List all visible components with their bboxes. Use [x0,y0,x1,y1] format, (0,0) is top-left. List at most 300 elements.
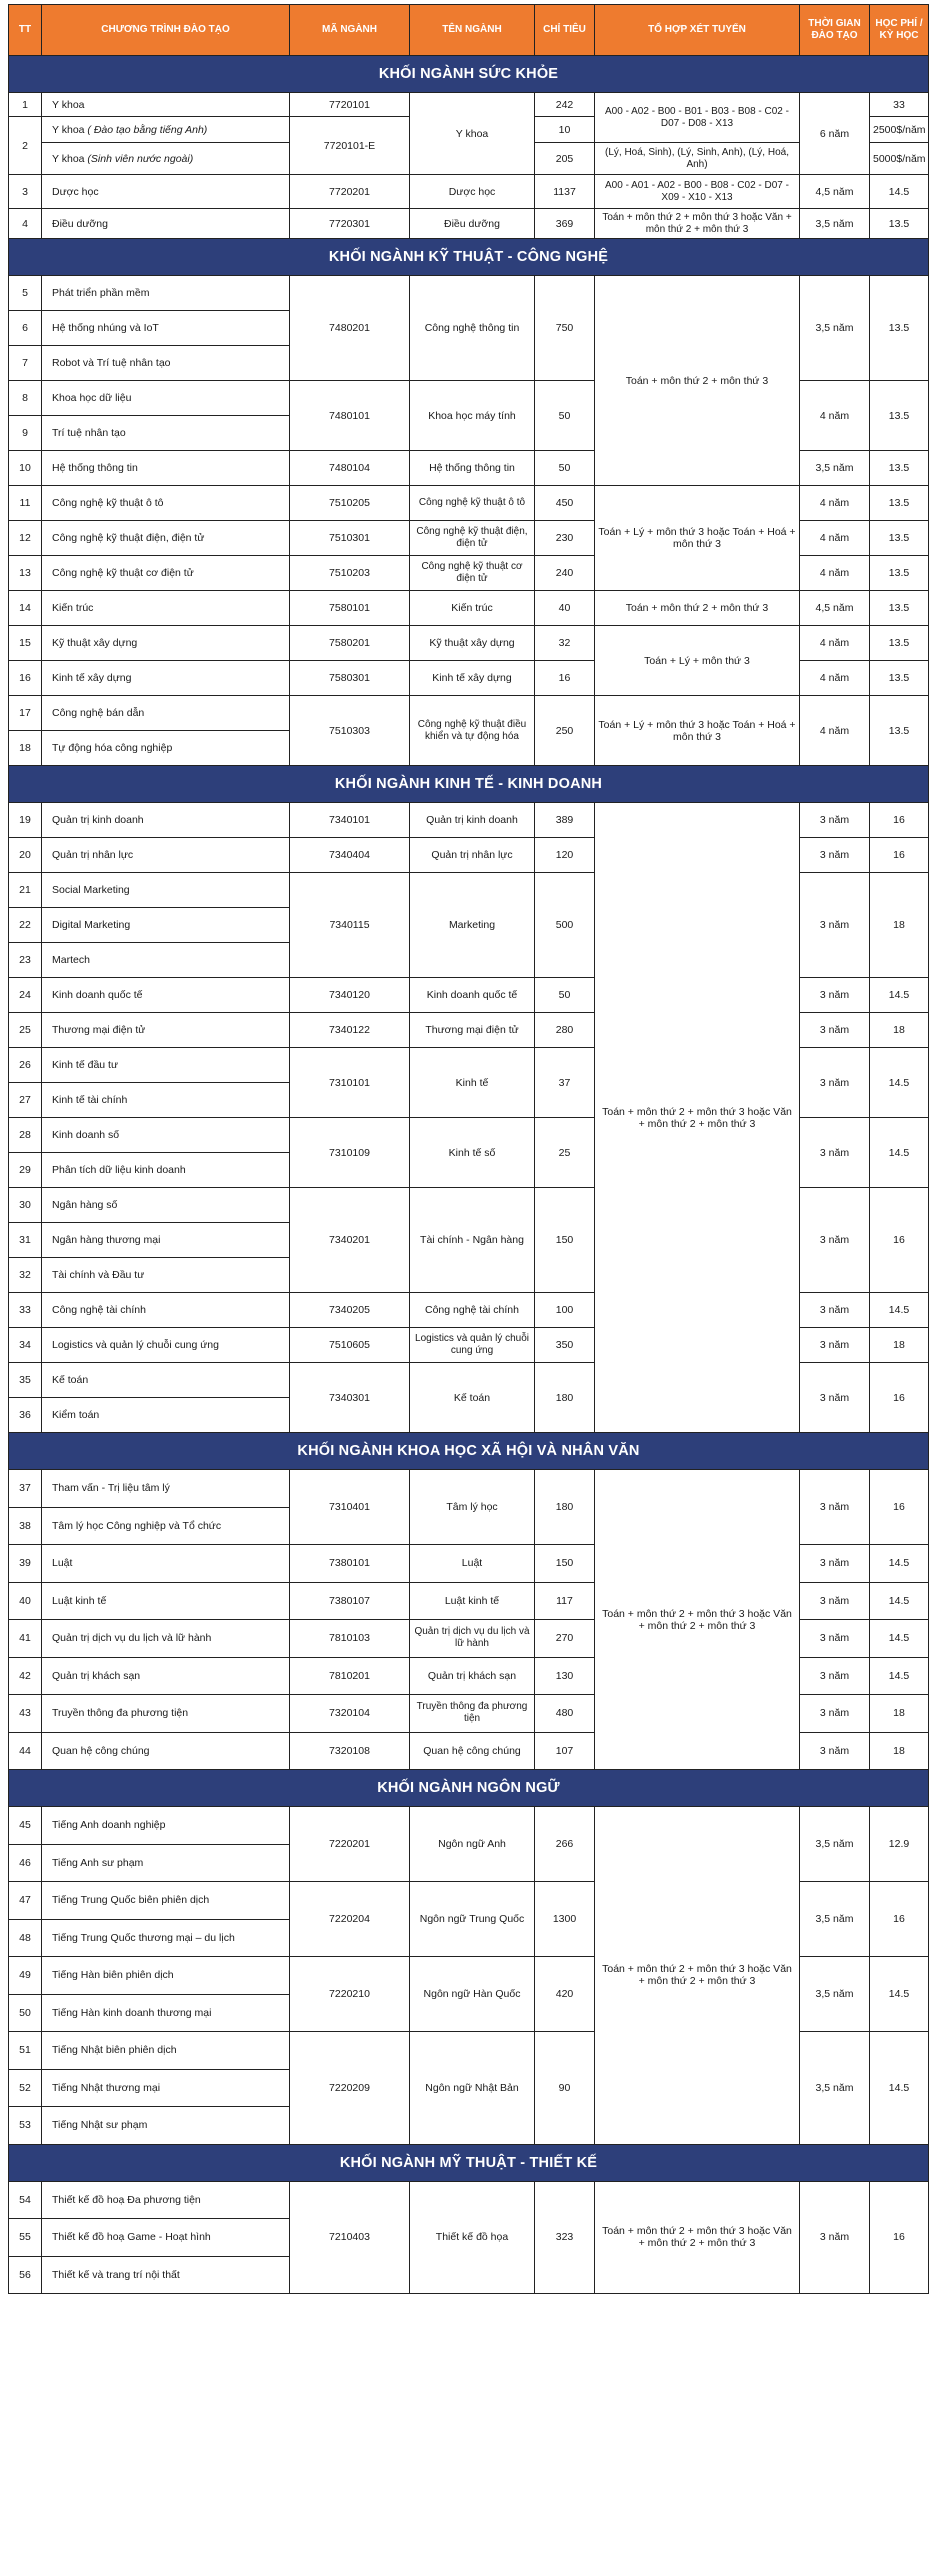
major-name: Quản trị nhân lực [410,838,535,873]
program-name: Digital Marketing [42,908,290,943]
quota: 266 [535,1807,595,1882]
tuition-fee: 14.5 [870,1118,929,1188]
major-name: Kinh tế xây dựng [410,661,535,696]
program-name: Social Marketing [42,873,290,908]
major-name: Logistics và quản lý chuỗi cung ứng [410,1328,535,1363]
quota: 10 [535,117,595,143]
program-name: Tiếng Hàn kinh doanh thương mại [42,1994,290,2032]
row-tt: 3 [9,175,42,209]
major-code: 7510301 [290,521,410,556]
combination: Toán + môn thứ 2 + môn thứ 3 hoặc Văn + môn thứ 2 + môn thứ 3 [595,1470,800,1770]
quota: 240 [535,556,595,591]
section-art-design [9,2144,929,2181]
row-tt: 53 [9,2107,42,2145]
tuition-fee: 13.5 [870,696,929,766]
major-name: Công nghệ tài chính [410,1293,535,1328]
program-name: Thiết kế đồ hoạ Đa phương tiện [42,2181,290,2219]
duration: 4 năm [800,556,870,591]
row-tt: 35 [9,1363,42,1398]
tuition-fee: 5000$/năm [870,143,929,175]
quota: 750 [535,276,595,381]
section-tech [9,239,929,276]
section-health [9,56,929,93]
tuition-fee: 13.5 [870,521,929,556]
table-row [9,2181,929,2219]
major-name: Luật kinh tế [410,1582,535,1620]
major-code: 7220209 [290,2032,410,2145]
row-tt: 45 [9,1807,42,1845]
program-name: Luật [42,1545,290,1583]
major-name: Kế toán [410,1363,535,1433]
header-quota: CHỈ TIÊU [535,5,595,56]
table-row [9,93,929,117]
header-tt: TT [9,5,42,56]
row-tt: 49 [9,1957,42,1995]
tuition-fee: 16 [870,1188,929,1293]
program-name: Phân tích dữ liệu kinh doanh [42,1153,290,1188]
program-name: Phát triển phần mềm [42,276,290,311]
duration: 6 năm [800,93,870,175]
quota: 205 [535,143,595,175]
quota: 369 [535,209,595,239]
major-name: Quản trị dịch vụ du lịch và lữ hành [410,1620,535,1658]
major-code: 7810103 [290,1620,410,1658]
tuition-fee: 16 [870,838,929,873]
major-code: 7340120 [290,978,410,1013]
row-tt: 32 [9,1258,42,1293]
header-row [9,5,929,56]
quota: 50 [535,381,595,451]
table-row [9,276,929,311]
program-name: Hệ thống nhúng và IoT [42,311,290,346]
quota: 270 [535,1620,595,1658]
major-code: 7480104 [290,451,410,486]
row-tt: 24 [9,978,42,1013]
row-tt: 2 [9,117,42,175]
duration: 3 năm [800,838,870,873]
program-name: Y khoa [42,93,290,117]
major-code: 7480101 [290,381,410,451]
table-row [9,696,929,731]
row-tt: 20 [9,838,42,873]
row-tt: 27 [9,1083,42,1118]
header-fee: HỌC PHÍ / KỲ HỌC [870,5,929,56]
tuition-fee: 14.5 [870,1582,929,1620]
quota: 130 [535,1657,595,1695]
major-code: 7220201 [290,1807,410,1882]
major-name: Kinh tế [410,1048,535,1118]
major-code: 7340201 [290,1188,410,1293]
duration: 4 năm [800,486,870,521]
program-name: Martech [42,943,290,978]
row-tt: 11 [9,486,42,521]
row-tt: 14 [9,591,42,626]
major-code: 7220204 [290,1882,410,1957]
duration: 3 năm [800,1470,870,1545]
section-languages [9,1770,929,1807]
major-name: Marketing [410,873,535,978]
program-name: Khoa học dữ liệu [42,381,290,416]
row-tt: 5 [9,276,42,311]
combination: Toán + môn thứ 2 + môn thứ 3 [595,276,800,486]
duration: 4,5 năm [800,591,870,626]
tuition-fee: 13.5 [870,556,929,591]
combination: Toán + môn thứ 2 + môn thứ 3 hoặc Văn + môn thứ 2 + môn thứ 3 [595,803,800,1433]
program-name: Kinh doanh số [42,1118,290,1153]
row-tt: 42 [9,1657,42,1695]
row-tt: 44 [9,1732,42,1770]
quota: 107 [535,1732,595,1770]
quota: 420 [535,1957,595,2032]
duration: 3,5 năm [800,1957,870,2032]
tuition-fee: 16 [870,1882,929,1957]
program-name: Dược học [42,175,290,209]
major-name: Kinh tế số [410,1118,535,1188]
tuition-fee: 18 [870,873,929,978]
duration: 3 năm [800,1657,870,1695]
major-code: 7380101 [290,1545,410,1583]
major-name: Công nghệ kỹ thuật ô tô [410,486,535,521]
section-title: KHỐI NGÀNH NGÔN NGỮ [9,1770,929,1807]
quota: 37 [535,1048,595,1118]
program-name: Kinh tế xây dựng [42,661,290,696]
major-name: Tâm lý học [410,1470,535,1545]
tuition-fee: 13.5 [870,276,929,381]
program-name: Quản trị nhân lực [42,838,290,873]
row-tt: 4 [9,209,42,239]
header-program: CHƯƠNG TRÌNH ĐÀO TẠO [42,5,290,56]
row-tt: 7 [9,346,42,381]
quota: 250 [535,696,595,766]
program-name: Quản trị khách sạn [42,1657,290,1695]
major-code: 7720101-E [290,117,410,175]
program-name: Kiểm toán [42,1398,290,1433]
duration: 3,5 năm [800,2032,870,2145]
major-name: Dược học [410,175,535,209]
tuition-fee: 13.5 [870,626,929,661]
quota: 100 [535,1293,595,1328]
combination: Toán + môn thứ 2 + môn thứ 3 [595,591,800,626]
duration: 3 năm [800,1620,870,1658]
tuition-fee: 18 [870,1013,929,1048]
quota: 50 [535,451,595,486]
program-name: Trí tuệ nhân tạo [42,416,290,451]
combination: A00 - A02 - B00 - B01 - B03 - B08 - C02 - D07 - D08 - X13 [595,93,800,143]
duration: 4,5 năm [800,175,870,209]
row-tt: 41 [9,1620,42,1658]
section-title: KHỐI NGÀNH MỸ THUẬT - THIẾT KẾ [9,2144,929,2181]
table-row [9,175,929,209]
row-tt: 34 [9,1328,42,1363]
duration: 3 năm [800,1363,870,1433]
quota: 323 [535,2181,595,2294]
table-row [9,1470,929,1508]
major-name: Quan hệ công chúng [410,1732,535,1770]
program-name: Công nghệ kỹ thuật cơ điện tử [42,556,290,591]
program-name: Quản trị kinh doanh [42,803,290,838]
program-name: Tiếng Nhật biên phiên dịch [42,2032,290,2070]
program-name: Quan hệ công chúng [42,1732,290,1770]
duration: 3 năm [800,803,870,838]
row-tt: 22 [9,908,42,943]
row-tt: 15 [9,626,42,661]
tuition-fee: 13.5 [870,209,929,239]
major-name: Quản trị kinh doanh [410,803,535,838]
row-tt: 48 [9,1919,42,1957]
duration: 3 năm [800,1188,870,1293]
quota: 50 [535,978,595,1013]
duration: 3 năm [800,1732,870,1770]
program-name: Kinh doanh quốc tế [42,978,290,1013]
major-code: 7580201 [290,626,410,661]
major-name: Ngôn ngữ Nhật Bản [410,2032,535,2145]
quota: 40 [535,591,595,626]
duration: 3,5 năm [800,209,870,239]
major-code: 7580101 [290,591,410,626]
quota: 500 [535,873,595,978]
tuition-fee: 13.5 [870,661,929,696]
tuition-fee: 14.5 [870,1657,929,1695]
program-name: Truyền thông đa phương tiện [42,1695,290,1733]
major-name: Thiết kế đồ họa [410,2181,535,2294]
table-row [9,803,929,838]
tuition-fee: 33 [870,93,929,117]
major-name: Ngôn ngữ Trung Quốc [410,1882,535,1957]
major-code: 7720101 [290,93,410,117]
duration: 3 năm [800,1048,870,1118]
duration: 3 năm [800,1582,870,1620]
major-name: Công nghệ kỹ thuật điện, điện tử [410,521,535,556]
header-combination: TỔ HỢP XÉT TUYỂN [595,5,800,56]
admissions-table [8,4,929,2294]
quota: 1137 [535,175,595,209]
program-name-text: Y khoa [52,152,85,165]
quota: 150 [535,1188,595,1293]
tuition-fee: 16 [870,1363,929,1433]
duration: 3,5 năm [800,451,870,486]
duration: 3 năm [800,1545,870,1583]
combination: A00 - A01 - A02 - B00 - B08 - C02 - D07 - X09 - X10 - X13 [595,175,800,209]
duration: 3,5 năm [800,1882,870,1957]
quota: 1300 [535,1882,595,1957]
major-code: 7310401 [290,1470,410,1545]
tuition-fee: 14.5 [870,1545,929,1583]
major-name: Thương mại điện tử [410,1013,535,1048]
program-name: Tham vấn - Trị liệu tâm lý [42,1470,290,1508]
row-tt: 46 [9,1844,42,1882]
quota: 480 [535,1695,595,1733]
program-name: Tâm lý học Công nghiệp và Tổ chức [42,1507,290,1545]
row-tt: 6 [9,311,42,346]
tuition-fee: 16 [870,803,929,838]
duration: 3 năm [800,1013,870,1048]
quota: 389 [535,803,595,838]
program-name: Ngân hàng thương mại [42,1223,290,1258]
quota: 180 [535,1470,595,1545]
row-tt: 50 [9,1994,42,2032]
program-name: Tiếng Anh doanh nghiệp [42,1807,290,1845]
section-economics [9,766,929,803]
program-name: Tiếng Anh sư phạm [42,1844,290,1882]
major-code: 7220210 [290,1957,410,2032]
quota: 242 [535,93,595,117]
quota: 25 [535,1118,595,1188]
combination: Toán + Lý + môn thứ 3 [595,626,800,696]
major-code: 7210403 [290,2181,410,2294]
major-code: 7320104 [290,1695,410,1733]
section-title: KHỐI NGÀNH KHOA HỌC XÃ HỘI VÀ NHÂN VĂN [9,1433,929,1470]
row-tt: 21 [9,873,42,908]
major-code: 7580301 [290,661,410,696]
program-name: Tiếng Nhật thương mại [42,2069,290,2107]
major-name: Y khoa [410,93,535,175]
quota: 230 [535,521,595,556]
table-row [9,626,929,661]
major-code: 7510203 [290,556,410,591]
quota: 90 [535,2032,595,2145]
major-name: Kinh doanh quốc tế [410,978,535,1013]
major-name: Công nghệ kỹ thuật điều khiển và tự động hóa [410,696,535,766]
program-name: Tiếng Trung Quốc biên phiên dịch [42,1882,290,1920]
duration: 4 năm [800,521,870,556]
tuition-fee: 13.5 [870,486,929,521]
row-tt: 31 [9,1223,42,1258]
tuition-fee: 12.9 [870,1807,929,1882]
major-code: 7310101 [290,1048,410,1118]
row-tt: 52 [9,2069,42,2107]
row-tt: 12 [9,521,42,556]
major-code: 7340205 [290,1293,410,1328]
table-row [9,1807,929,1845]
program-name: Công nghệ kỹ thuật ô tô [42,486,290,521]
tuition-fee: 14.5 [870,1048,929,1118]
admissions-table-wrapper [8,0,926,2294]
major-name: Quản trị khách sạn [410,1657,535,1695]
row-tt: 38 [9,1507,42,1545]
quota: 150 [535,1545,595,1583]
row-tt: 28 [9,1118,42,1153]
tuition-fee: 2500$/năm [870,117,929,143]
tuition-fee: 14.5 [870,1293,929,1328]
major-code: 7340301 [290,1363,410,1433]
row-tt: 43 [9,1695,42,1733]
duration: 4 năm [800,696,870,766]
program-name: Tự động hóa công nghiệp [42,731,290,766]
row-tt: 10 [9,451,42,486]
major-code: 7810201 [290,1657,410,1695]
duration: 4 năm [800,661,870,696]
quota: 16 [535,661,595,696]
combination: Toán + Lý + môn thứ 3 hoặc Toán + Hoá + môn thứ 3 [595,486,800,591]
row-tt: 40 [9,1582,42,1620]
program-name: Kinh tế tài chính [42,1083,290,1118]
tuition-fee: 18 [870,1695,929,1733]
program-name: Kinh tế đầu tư [42,1048,290,1083]
tuition-fee: 14.5 [870,175,929,209]
major-code: 7320108 [290,1732,410,1770]
major-name: Luật [410,1545,535,1583]
combination: (Lý, Hoá, Sinh), (Lý, Sinh, Anh), (Lý, Hoá, Anh) [595,143,800,175]
duration: 3 năm [800,1328,870,1363]
duration: 3 năm [800,2181,870,2294]
row-tt: 26 [9,1048,42,1083]
major-name: Công nghệ thông tin [410,276,535,381]
major-name: Điều dưỡng [410,209,535,239]
program-name: Thiết kế và trang trí nội thất [42,2256,290,2294]
program-note: ( Đào tạo bằng tiếng Anh) [87,123,208,136]
row-tt: 51 [9,2032,42,2070]
quota: 450 [535,486,595,521]
row-tt: 47 [9,1882,42,1920]
table-row [9,486,929,521]
tuition-fee: 16 [870,1470,929,1545]
program-name: Tài chính và Đầu tư [42,1258,290,1293]
row-tt: 33 [9,1293,42,1328]
major-code: 7380107 [290,1582,410,1620]
program-name [42,143,290,175]
major-name: Ngôn ngữ Hàn Quốc [410,1957,535,2032]
header-code: MÃ NGÀNH [290,5,410,56]
major-code: 7510205 [290,486,410,521]
major-name: Khoa học máy tính [410,381,535,451]
duration: 3 năm [800,1695,870,1733]
program-name: Tiếng Nhật sư phạm [42,2107,290,2145]
tuition-fee: 16 [870,2181,929,2294]
major-code: 7340101 [290,803,410,838]
tuition-fee: 13.5 [870,381,929,451]
program-name: Công nghệ kỹ thuật điện, điện tử [42,521,290,556]
major-name: Kiến trúc [410,591,535,626]
program-name: Tiếng Trung Quốc thương mại – du lịch [42,1919,290,1957]
major-name: Kỹ thuật xây dựng [410,626,535,661]
program-note: (Sinh viên nước ngoài) [87,152,194,165]
program-name: Kiến trúc [42,591,290,626]
section-title: KHỐI NGÀNH SỨC KHỎE [9,56,929,93]
table-row [9,591,929,626]
row-tt: 23 [9,943,42,978]
row-tt: 17 [9,696,42,731]
quota: 180 [535,1363,595,1433]
major-code: 7340404 [290,838,410,873]
combination: Toán + môn thứ 2 + môn thứ 3 hoặc Văn + môn thứ 2 + môn thứ 3 [595,209,800,239]
major-name: Truyền thông đa phương tiện [410,1695,535,1733]
row-tt: 55 [9,2219,42,2257]
tuition-fee: 14.5 [870,1957,929,2032]
quota: 120 [535,838,595,873]
combination: Toán + Lý + môn thứ 3 hoặc Toán + Hoá + môn thứ 3 [595,696,800,766]
program-name: Công nghệ bán dẫn [42,696,290,731]
duration: 3 năm [800,873,870,978]
duration: 3 năm [800,978,870,1013]
major-code: 7480201 [290,276,410,381]
row-tt: 39 [9,1545,42,1583]
tuition-fee: 14.5 [870,1620,929,1658]
program-name: Ngân hàng số [42,1188,290,1223]
row-tt: 19 [9,803,42,838]
quota: 280 [535,1013,595,1048]
program-name: Robot và Trí tuệ nhân tạo [42,346,290,381]
major-code: 7720201 [290,175,410,209]
duration: 3 năm [800,1293,870,1328]
major-name: Hệ thống thông tin [410,451,535,486]
program-name [42,117,290,143]
row-tt: 56 [9,2256,42,2294]
row-tt: 13 [9,556,42,591]
row-tt: 8 [9,381,42,416]
program-name-text: Y khoa [52,123,85,136]
quota: 32 [535,626,595,661]
program-name: Kỹ thuật xây dựng [42,626,290,661]
